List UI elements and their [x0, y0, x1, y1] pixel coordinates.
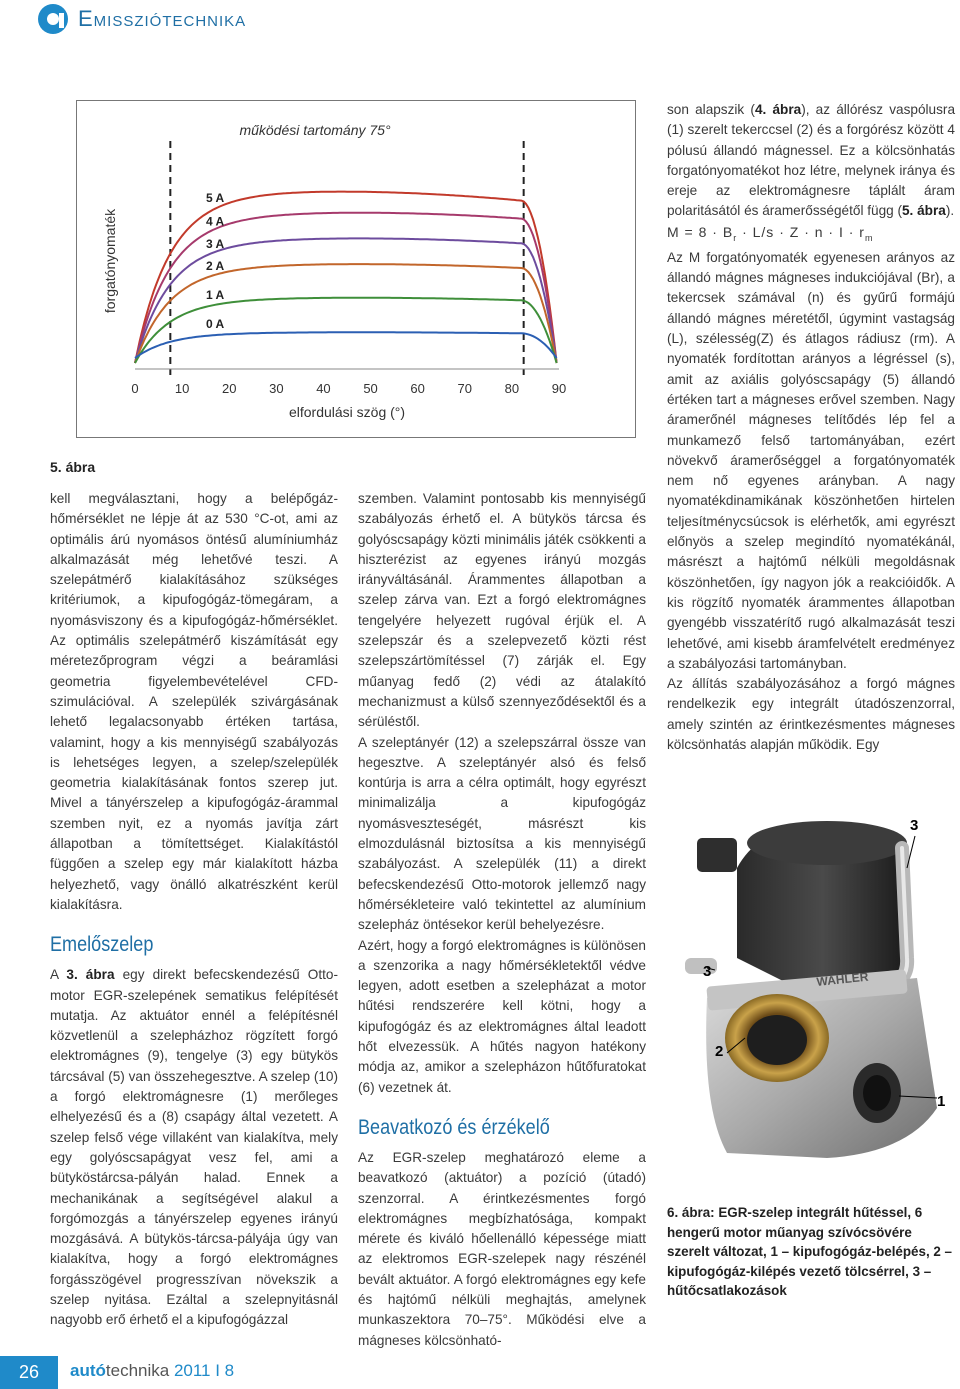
torque-chart-svg [77, 101, 637, 439]
formula-sub-m: m [864, 232, 874, 243]
section-title: Emissziótechnika [78, 6, 247, 31]
column-2 [358, 489, 646, 1351]
chart-ylabel: forgatónyomaték [102, 208, 118, 314]
column-3 [667, 100, 955, 755]
brand-bold: autó [70, 1361, 106, 1380]
x-tick-label-2: 20 [221, 381, 237, 396]
magazine-logo-icon [38, 4, 68, 34]
page-number: 26 [0, 1356, 58, 1389]
series-line-5 [135, 332, 557, 358]
curve-label-0: 5 A [205, 191, 225, 206]
label-3-top: 3 [910, 817, 919, 834]
col2-paragraph-2: A szeleptányér (12) a szelepszárral össze van hegesztve. A szeleptányér alsó és felső kontúrja is arra a célra optimált, hogy egyrészt minimalizálja a kipufogógáz nyomásveszteségét, másrészt kis elmozdulásnál biztosítsa a kis mennyiségű szabályozást. A szelepülék (11) a direkt befecskendezésű Otto-motorok jellemző nagy hőmérsékleteire való tekintettel az alumínium szelepház öntésekor kerül behelyezésre. [358, 734, 646, 933]
heading-beavatkozo: Beavatkozó és érzékelő [358, 1115, 550, 1139]
col3-paragraph-3: Az állítás szabályozásához a forgó mágnes rendelkezik egy integrált útadószenzorral, amely szintén az érintkezésmentes mágneses kölcsönhatás alapján működik. Egy [667, 676, 955, 752]
page-header [0, 0, 960, 56]
figure5-caption: 5. ábra [50, 459, 96, 475]
formula-part-a: M = 8 · B [667, 223, 734, 240]
col1-paragraph-2 [50, 965, 338, 1330]
col2-paragraph-4: Az EGR-szelep meghatározó eleme a beavatkozó (aktuátor) a pozíció (útadó) szenzorral. A érintkezésmentes forgó elektromágnes megbízhatósága, kompakt mérete és kiváló hőellenálló képessége miatt az elektromos EGR-szelepek nagy részénél bevált aktuátor. A forgó elektromágnes egy kefe és hajtómű nélküli meghajtás, amelynek munkaszektora 70–75°. Működési elve a mágneses kölcsönható- [358, 1149, 646, 1348]
x-tick-label-8: 80 [504, 381, 520, 396]
col1-p2-lead: A [50, 967, 67, 983]
series-line-1 [135, 213, 557, 363]
torque-chart [76, 100, 636, 438]
label-3-left: 3 [703, 963, 712, 980]
manufacturer-plate: WAHLER [815, 969, 870, 989]
x-tick-label-9: 90 [551, 381, 567, 396]
x-tick-label-7: 70 [457, 381, 473, 396]
series-line-2 [135, 238, 557, 363]
col3-p1-b: ), az állórész vaspólusra (1) szerelt tekerccsel (2) és a forgórész között 4 pólusú állandó mágnessel. Ez a kölcsönhatás forgatónyomatékot hoz létre, melynek iránya és ereje az elektromágnesre táplált áram polaritásától és áramerősségétől függ ( [667, 102, 956, 219]
issue-number: 2011 I 8 [173, 1361, 235, 1380]
series-line-4 [135, 298, 557, 363]
figure5-ref: 5. ábra [902, 203, 946, 219]
x-tick-label-4: 40 [316, 381, 331, 396]
egr-valve-illustration [667, 808, 955, 1193]
col2-paragraph-1: szemben. Valamint pontosabb kis mennyiségű szabályozás érhető el. A bütykös tárcsa és golyóscsapágy közti minimális játék csökkenti a hiszterézist az egyenes irányú mozgás irányváltásánál. Árammentes állapotban a szelep zárva van. Ezt a forgó elektromágnes tengelyére helyezett rugóval érjük el. A szelepszár és a szelepvezető közti rést szelepszártömítéssel (7) zárják el. Egy műanyag fedő (2) védi az átalakító mechanizmust a külső szennyeződésektől és a sérüléstől. [358, 491, 646, 730]
x-tick-label-3: 30 [269, 381, 284, 396]
heading-emeloszelep: Emelőszelep [50, 933, 154, 957]
figure3-ref: 3. ábra [66, 967, 115, 983]
col1-paragraph-1: kell megválasztani, hogy a belépőgáz-hőmérséklet ne lépje át az 530 °C-ot, ami az optimális árú nyomásos öntésű alumíniumház alkalmazását még lehetővé teszi. A szelepátmérő kialakításához szükséges kritériumok, a kipufogógáz-tömegáram, a nyomásviszony és a kipufogógáz-hőmérséklet. Az optimális szelepátmérő kiszámítását egy méretezőprogram végzi a beáramlási geometria figyelembevételével CFD-szimulációval. A szelepülék szivárgásának lehető legalacsonyabb értéken tartása, valamint, hogy a kis mennyiségű szabályozás is lehetséges legyen, a szelep/szelepülék geometria kialakításának fontos szerep jut. Mivel a tányérszelep a kipufogógáz-árammal szemben nyit, ez a nyomás javítja zárt állapotban a tömítettséget. Kialakítástól függően a szelep egy már kialakított házba helyezhető, vagy önálló alkatrészként kerül kialakításra. [50, 491, 338, 912]
x-tick-label-5: 50 [363, 381, 378, 396]
chart-xlabel: elfordulási szög (°) [288, 404, 406, 420]
x-tick-label-0: 0 [131, 381, 139, 396]
x-tick-label-1: 10 [174, 381, 190, 396]
col3-p1-a: son alapszik ( [667, 102, 755, 117]
label-2: 2 [715, 1043, 724, 1060]
col1-p2-body: egy direkt befecskendezésű Otto-motor EGR-szelepének sematikus felépítését mutatja. Az aktuátor ennél a felépítésnél közvetlenül a szelepházhoz rögzített forgó elektromágnes (9), tengelye (3) egy bütykös tárcsával (5) van összehegesztve. A szelep (10) a forgó elektromágnesre (1) merőleges elhelyezésű és a (8) csapágy által vezetett. A szelep felső vége villaként van kialakítva, mely egy golyóscsapágyat vesz fel, ami a bütyköstárcsa-pályán halad. Ennek a mechanikának a segítségével alakul a forgómozgás a tányérszelep egyenes irányú mozgásává. A bütykös-tárcsa-pályája úgy van kialakítva, hogy a forgó elektromágnes forgásszögével progresszívan növekszik a szelep nyitása. Ezáltal a szelepnyitásnál nagyobb erő érhető el a kipufogógázzal [50, 967, 338, 1328]
curve-label-1: 4 A [205, 214, 225, 229]
label-1: 1 [937, 1093, 946, 1110]
chart-title: működési tartomány 75° [239, 122, 391, 138]
col3-paragraph-2: Az M forgatónyomaték egyenesen arányos az állandó mágnes mágneses indukciójával (Br), a tekercsek számával (n) és gyűrű formájú állandó mágnes méretétől, úgymint vastagság (L), szélesség(Z) és átlagos rádiusz (rm). A nyomaték fordítottan arányos a légréssel (s), amit az axiális golyóscsapágy (5) állandó értéken tart a mágneses erővel szemben. Nagy áramerőnél mágneses telítődés lép fel a munkamező felső tartományában, ezért növekvő áramerőséggel a forgatónyomaték nem nő egyenes arányban. A nagy nyomatékdinamikának köszönhetően hirtelen teljesítménycsúcsok is elérhetők, ami egyrészt előnyös a szelep megindító nyomatékánál, másrészt a hajtómű nélküli megoldásnak köszönhetően, így nagyon jók a reakcióidők. A kis rögzítő nyomaték árammentes állapotban gyengébb visszatérítő rugó alkalmazását teszi lehetővé, ami kisebb áramfelvételt eredményez a szabályozási tartományban. [667, 249, 955, 671]
column-1 [50, 489, 338, 1331]
col3-p1-c: ). [945, 203, 955, 219]
curve-label-3: 2 A [205, 258, 225, 273]
footer-brand [70, 1361, 234, 1381]
curve-label-2: 3 A [205, 236, 225, 251]
curve-label-4: 1 A [205, 287, 225, 302]
formula-sub-r: r [733, 232, 738, 243]
series-line-3 [135, 264, 557, 363]
col2-paragraph-3: Azért, hogy a forgó elektromágnes is különösen a szenzorika a nagy hőmérsékletektől védve legyen, adott esetben a szelepházat a motor hűtési rendszerére kell kötni, hogy a kipufogógáz és az elektromágnes által leadott hőt elvezessük. A hűtés nagyon hatékony módja az, amikor a szelepházon hűtőfuratokat (6) vezetnek át. [358, 937, 646, 1095]
col3-paragraph-1 [667, 100, 955, 222]
brand-rest: technika [105, 1361, 170, 1380]
x-tick-label-6: 60 [410, 381, 425, 396]
figure4-ref: 4. ábra [754, 102, 802, 117]
torque-formula [667, 222, 955, 248]
curve-label-5: 0 A [205, 316, 225, 331]
formula-part-b: · L/s · Z · n · I · r [737, 223, 865, 240]
figure6-caption: 6. ábra: EGR-szelep integrált hűtéssel, 6 hengerű motor műanyag szívócsövére szerelt változat, 1 – kipufogógáz-belépés, 2 – kipufogógáz-kilépés vezető tölcsérrel, 3 – hűtőcsatlakozások [667, 1205, 953, 1299]
egr-valve-photo [667, 808, 955, 1193]
